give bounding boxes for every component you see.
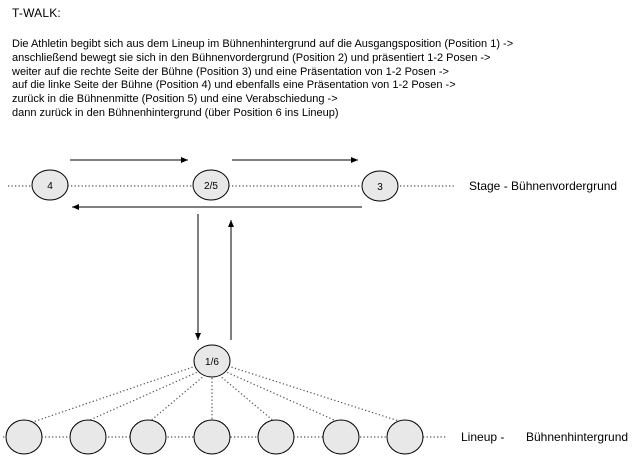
description-line-3: weiter auf die rechte Seite der Bühne (Position 3) und eine Präsentation von 1-2 Posen -> <box>12 65 449 78</box>
connector-2 <box>83 371 200 423</box>
stage-node-3-label: 3 <box>377 182 383 193</box>
page-title: T-WALK: <box>12 6 61 20</box>
lineup-label-2: Bühnenhintergrund <box>526 430 629 444</box>
lineup-node-3 <box>130 420 166 454</box>
stage-node-4 <box>32 170 68 200</box>
connector-1 <box>30 366 196 423</box>
stage-node-2-5-label: 2/5 <box>204 181 218 192</box>
description-line-1: Die Athletin begibt sich aus dem Lineup im Bühnenhintergrund auf die Ausgangsposition (Position 1) -> <box>12 38 514 50</box>
stage-node-2-5 <box>193 170 229 200</box>
connector-6 <box>224 371 341 423</box>
lineup-node-2 <box>70 420 106 454</box>
start-node-1-6 <box>194 345 230 377</box>
lineup-node-5 <box>258 420 294 454</box>
lineup-node-4 <box>194 420 230 454</box>
description-line-6: dann zurück in den Bühnenhintergrund (über Position 6 ins Lineup) <box>12 106 339 119</box>
connector-3 <box>148 375 205 423</box>
stage-node-3 <box>362 171 398 201</box>
stage-node-4-label: 4 <box>47 181 53 192</box>
lineup-node-6 <box>323 420 359 454</box>
description-line-5: zurück in die Bühnenmitte (Position 5) und eine Verabschiedung -> <box>12 93 338 106</box>
lineup-node-1 <box>6 420 42 454</box>
description-line-2: anschließend bewegt sie sich in den Bühnenvordergrund (Position 2) und präsentiert 1-2 Posen -> <box>12 51 491 64</box>
connector-7 <box>228 366 405 423</box>
lineup-label: Lineup - <box>461 430 505 444</box>
stage-label: Stage - Bühnenvordergrund <box>469 179 618 193</box>
description-line-4: auf die linke Seite der Bühne (Position 4) und ebenfalls eine Präsentation von 1-2 Posen -> <box>12 79 456 92</box>
start-node-label: 1/6 <box>205 357 219 368</box>
connector-5 <box>219 375 276 423</box>
lineup-node-7 <box>387 420 423 454</box>
